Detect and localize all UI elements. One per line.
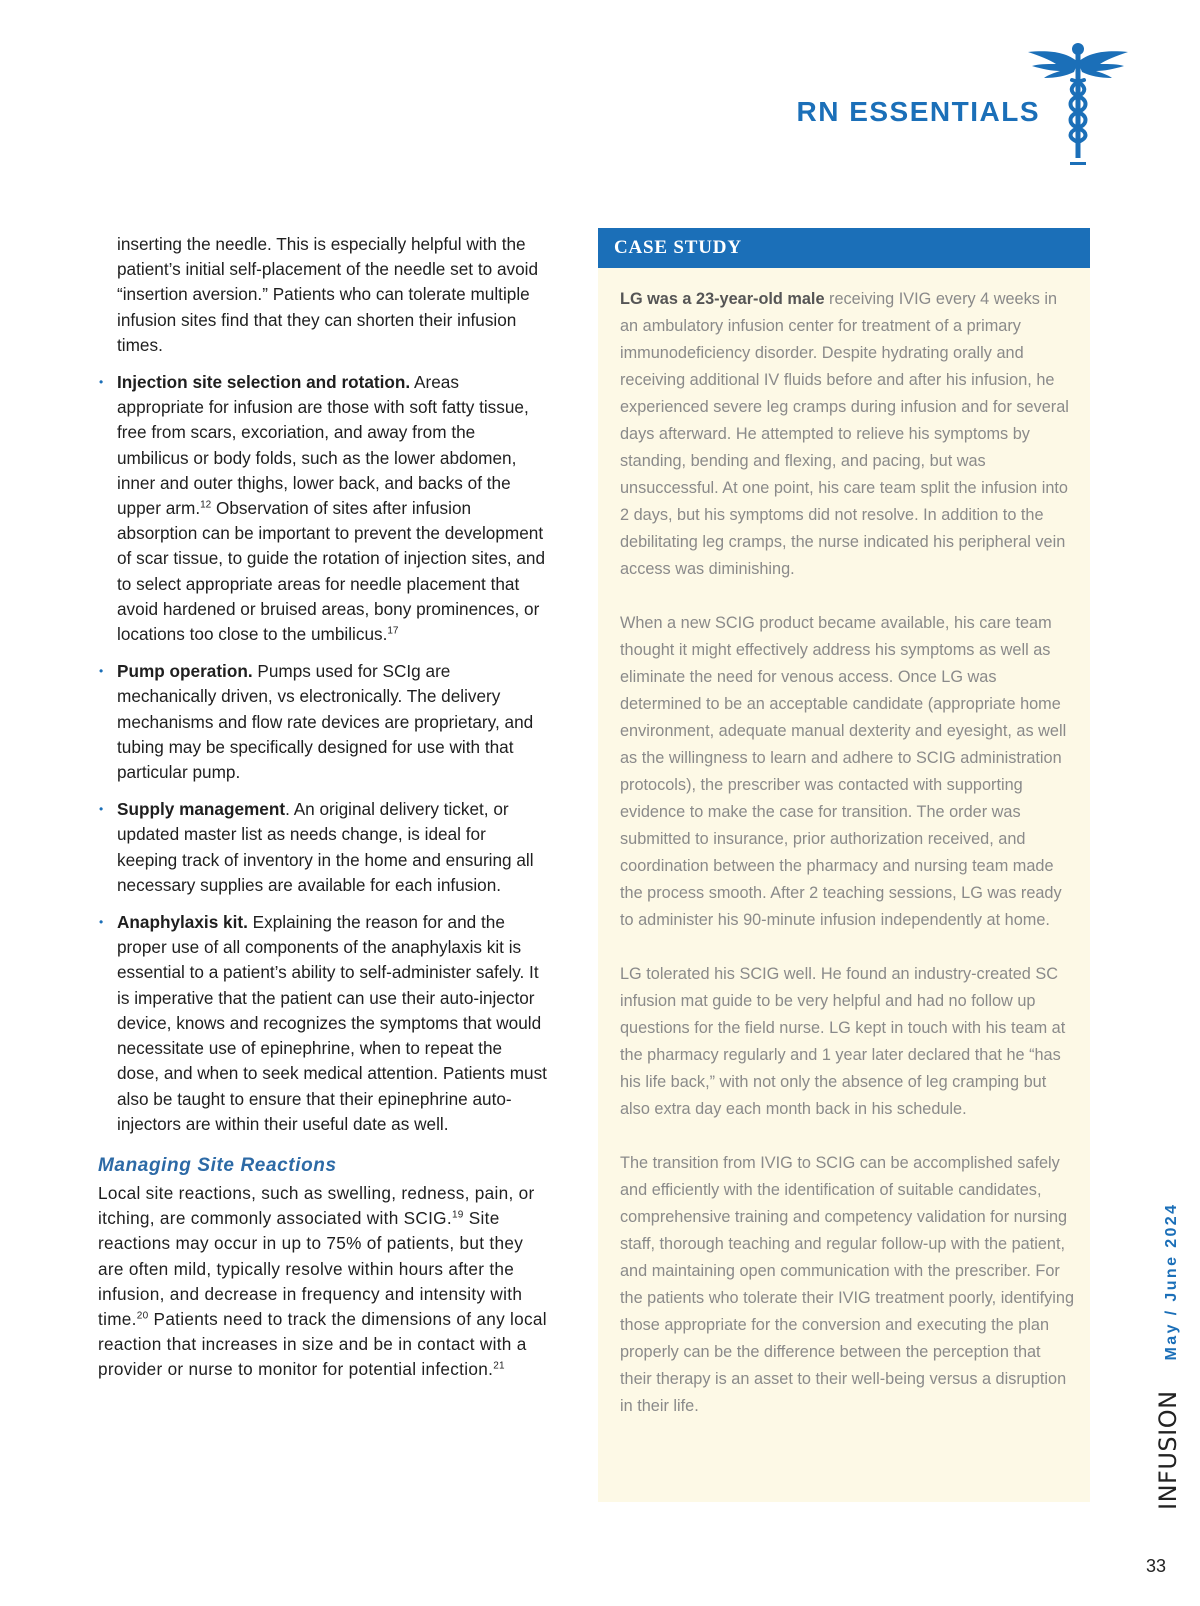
bullet-text: Pumps used for SCIg are mechanically driven, vs electronically. The delivery mechanisms and flow rate devices are proprietary, and tubing may be specifically designed for use with that particular pump. (117, 661, 534, 783)
issue-date: May / June 2024 (1163, 1202, 1180, 1361)
body-text: Site reactions may occur in up to 75% of patients, but they are often mild, typically resolve within hours after the infusion, and decrease in frequency and intensity with time. (98, 1208, 524, 1329)
case-study-body (598, 268, 1090, 1420)
case-paragraph: LG tolerated his SCIG well. He found an industry-created SC infusion mat guide to be very helpful and had no follow up questions for the field nurse. LG kept in touch with his team at the pharmacy regularly and 1 year later declared that he “has his life back,” with not only the absence of leg cramping but also extra day each month back in his schedule. (620, 965, 1066, 1118)
bullet-title: Pump operation. (117, 661, 253, 682)
reference-marker: 20 (136, 1310, 149, 1322)
bullet-text: . An original delivery ticket, or updated master list as needs change, is ideal for keeping track of inventory in the home and ensuring all necessary supplies are available for each infusion. (117, 799, 534, 895)
intro-paragraph: inserting the needle. This is especially helpful with the patient’s initial self-placement of the needle set to avoid “insertion aversion.” Patients who can tolerate multiple infusion sites find that they can shorten their infusion times. (117, 234, 539, 355)
reference-marker: 19 (451, 1209, 464, 1221)
list-item (98, 370, 548, 647)
reference-marker: 17 (387, 625, 399, 637)
tips-list (98, 370, 548, 1137)
case-paragraph: When a new SCIG product became available, his care team thought it might effectively address his symptoms as well as eliminate the need for venous access. Once LG was determined to be an acceptable candidate (appropriate home environment, adequate manual dexterity and eyesight, as well as the willingness to learn and adhere to SCIG administration protocols), the prescriber was contacted with supporting evidence to make the case for transition. The order was submitted to insurance, prior authorization received, and coordination between the pharmacy and nursing team made the process smooth. After 2 teaching sessions, LG was ready to administer his 90-minute infusion independently at home. (620, 614, 1067, 929)
bullet-text: Observation of sites after infusion absorption can be important to prevent the development of scar tissue, to guide the rotation of injection sites, and to select appropriate areas for needle placement that avoid hardened or bruised areas, bony prominences, or locations too close to the umbilicus. (117, 498, 546, 645)
vertical-footer (1154, 1203, 1182, 1510)
section-body (98, 1181, 548, 1383)
body-text: Patients need to track the dimensions of any local reaction that increases in size and be in contact with a provider or nurse to monitor for potential infection. (98, 1308, 547, 1380)
section-heading: Managing Site Reactions (98, 1154, 337, 1176)
reference-marker: 12 (200, 499, 212, 511)
case-study-title: CASE STUDY (598, 228, 1090, 268)
list-item (98, 797, 548, 898)
bullet-title: Anaphylaxis kit. (117, 912, 248, 933)
body-text: Local site reactions, such as swelling, redness, pain, or itching, are commonly associated with SCIG. (98, 1182, 535, 1229)
section-title: RN ESSENTIALS (796, 96, 1040, 127)
bullet-title: Injection site selection and rotation. (117, 372, 411, 393)
list-item (98, 659, 548, 785)
bullet-icon: • (99, 915, 104, 930)
case-study-box (598, 228, 1090, 1502)
page-number: 33 (1145, 1556, 1166, 1576)
bullet-icon: • (99, 375, 104, 390)
bullet-text: Areas appropriate for infusion are those with soft fatty tissue, free from scars, excoriation, and away from the umbilicus or body folds, such as the lower abdomen, inner and outer thighs, lower back, and backs of the upper arm. (117, 372, 529, 519)
case-paragraph (620, 286, 1074, 583)
case-lead: LG was a 23-year-old male (620, 290, 825, 308)
bullet-icon: • (99, 802, 104, 817)
left-column (98, 232, 548, 1383)
reference-marker: 21 (493, 1360, 505, 1372)
magazine-name: INFUSION (1154, 1390, 1182, 1510)
case-text: receiving IVIG every 4 weeks in an ambulatory infusion center for treatment of a primary immunodeficiency disorder. Despite hydrating orally and receiving additional IV fluids before and after his infusion, he experienced severe leg cramps during infusion and for several days afterward. He attempted to relieve his symptoms by standing, bending and flexing, and pacing, but was unsuccessful. At one point, his care team split the infusion into 2 days, but his symptoms did not resolve. In addition to the debilitating leg cramps, the nurse indicated his peripheral vein access was diminishing. (620, 290, 1069, 578)
list-item (98, 910, 548, 1137)
case-paragraph: The transition from IVIG to SCIG can be accomplished safely and efficiently with the identification of suitable candidates, comprehensive training and competency validation for nursing staff, thorough teaching and regular follow-up with the patient, and maintaining open communication with the prescriber. For the patients who tolerate their IVIG treatment poorly, identifying those appropriate for the conversion and executing the plan properly can be the difference between the perception that their therapy is an asset to their well-being versus a disruption in their life. (620, 1154, 1075, 1415)
caduceus-icon (1026, 40, 1130, 166)
bullet-title: Supply management (117, 799, 286, 820)
bullet-icon: • (99, 664, 104, 679)
bullet-text: Explaining the reason for and the proper use of all components of the anaphylaxis kit is essential to a patient’s ability to self-administer safely. It is imperative that the patient can use their auto-injector device, knows and recognizes the symptoms that would necessitate use of epinephrine, when to repeat the dose, and when to seek medical attention. Patients must also be taught to ensure that their epinephrine auto-injectors are within their useful date as well. (117, 912, 547, 1134)
